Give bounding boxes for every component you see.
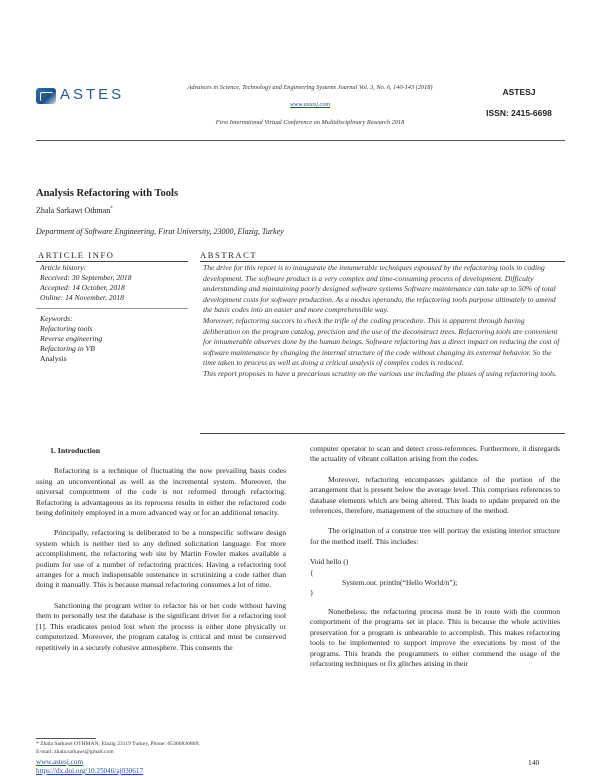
abstract-paragraph: This report proposes to have a precarious scrutiny on the various use including the pluses of using refactoring tools.: [203, 368, 557, 378]
author-footnote-mark: *: [110, 206, 113, 212]
body-paragraph: Sanctioning the program writer to refactor his or her code without having them to personally test the database is the significant driver for a refactoring tool [1]. This eradicates period lost when the process is either done physically or computerized. Moreover, the program catalog is critical and must be conserved repetitively in a securely cohesive atmosphere. This consents the: [36, 600, 286, 652]
body-paragraph: Refactoring is a technique of fluctuating the now prevailing basis codes using an unconventional as well as the incremental system. Moreover, the universal comportment of the code is not reformed through refactoring. Refactoring is advantageous as its reprocess results in either the refactored code being definitely employed in a more advanced way or for an additional tenacity.: [36, 466, 286, 518]
abstract-body: [203, 263, 563, 380]
footnote-rule: [36, 738, 96, 739]
info-separator: [36, 308, 188, 309]
footnote-email: E-mail: zhala.sarkawt@gmail.com: [36, 748, 114, 755]
abstract-rule: [200, 261, 565, 262]
page-footer: [36, 758, 143, 776]
abstract-heading: ABSTRACT: [200, 250, 258, 260]
conference-line: First International Virtual Conference on Multidisciplinary Research 2018: [215, 119, 405, 126]
body-paragraph: Principally, refactoring is deliberated to be a nonspecific software design system which is neither tied to any defined solicitation language. For more accomplishment, the refactoring web site by Martin Fowler makes available a podium for use of a number of refactoring practices. Having a refactoring tool arranges for a much indispensable sustenance in scrutinizing a code rather than doing it manually. This is because manual refactoring consumes a lot of time.: [36, 528, 286, 590]
header-divider: [36, 140, 565, 141]
article-info-heading: ARTICLE INFO: [38, 250, 115, 260]
abstract-bottom-rule: [200, 433, 565, 434]
keyword-item: Reverse engineering: [40, 334, 103, 343]
history-label: Article history:: [40, 263, 87, 272]
journal-line: Advances in Science, Technology and Engineering Systems Journal Vol. 3, No. 6, 140-143 (2018): [187, 84, 433, 91]
article-history: [40, 263, 190, 303]
code-line: }: [310, 588, 314, 598]
code-line: Void hello (): [310, 557, 349, 567]
body-left-column: [36, 444, 286, 663]
astes-logo-mark: [36, 88, 56, 104]
astes-logo: [36, 84, 134, 108]
paper-author: [36, 206, 113, 215]
online-date: Online: 14 November, 2018: [40, 293, 124, 302]
body-paragraph: Moreover, refactoring encompasses guidance of the portion of the arrangement that is present below the average level. This comprises references to database elements which are being altered. This leads to update prepared on the references, therefore, management of the structure of the method.: [310, 474, 560, 516]
author-name: Zhala Sarkawt Othman: [36, 206, 111, 215]
body-paragraph: The origination of a construe tree will portray the existing interior structure for the method itself. This includes:: [310, 526, 560, 546]
abstract-paragraph: Moreover, refactoring succors to check the trifle of the coding procedure. This is apparent through having deliberation on the program catalog, precision and the use of the deconstruct trees. Refactoring tools are convenient for innumerable observes done by the human beings. Software refactoring has a direct impact on reducing the cost of software maintenance by changing the internal structure of the code without changing its external behavior. So the time taken to process as well as doing a critical analysis of complex codes is reduced.: [203, 315, 560, 368]
code-snippet: [310, 557, 560, 599]
article-info-rule: [36, 261, 188, 262]
footnote-contact: * Zhala Sarkawt OTHMAN, Elazig 23119 Turkey, Phone: 05366836869;: [36, 741, 200, 747]
keyword-item: Refactoring in VB: [40, 344, 95, 353]
astes-logo-text: ASTES: [60, 86, 125, 103]
received-date: Received: 30 September, 2018: [40, 273, 132, 282]
accepted-date: Accepted: 14 October, 2018: [40, 283, 125, 292]
keyword-item: Refactoring tools: [40, 324, 93, 333]
footer-doi-link[interactable]: https://dx.doi.org/10.25046/aj030617: [36, 767, 144, 775]
body-right-column: [310, 444, 560, 679]
paper-title: Analysis Refactoring with Tools: [36, 188, 179, 199]
keywords-label: Keywords:: [40, 314, 73, 323]
code-line: {: [310, 567, 314, 577]
body-paragraph: computer operator to scan and detect cross-references. Furthermore, it disregards the actuality of vibrant collation arising from the codes.: [310, 444, 560, 464]
journal-issn: ISSN: 2415-6698: [486, 108, 552, 118]
abstract-paragraph: The drive for this report is to inaugurate the innumerable techniques espoused by the refactoring tools in coding development. The software product is a very complex and time-consuming process of development. Difficulty understanding and maintaining poorly designed software systems Software maintenance can take up to 50% of total development costs for software production. As a modus operando, the refactoring tools purpose ultimately to amend the basis codes into an easier and more comprehensible way.: [203, 263, 556, 315]
code-line: System.out. println(“Hello World/n”);: [342, 578, 458, 588]
journal-url-link[interactable]: www.astesj.com: [289, 101, 331, 108]
author-footnote: [36, 741, 296, 756]
keywords-block: [40, 314, 190, 364]
journal-brand: ASTESJ: [502, 87, 536, 97]
paper-affiliation: Department of Software Engineering, Firat University, 23000, Elazig, Turkey: [36, 227, 284, 236]
page-number: 140: [528, 758, 540, 767]
footer-url-link[interactable]: www.astesj.com: [36, 758, 84, 766]
body-paragraph: Nonetheless, the refactoring process must be in route with the common comportment of the programs set in place. This is because the whole activities preservation for a program is unbearable to accomplish. This makes refactoring tools to be implemented to support improve the executions by most of the programs. This brands the programmers to either commend the usage of the refactoring techniques or fix glitches arising in their: [310, 606, 560, 668]
section-heading: 1. Introduction: [50, 446, 101, 455]
keyword-item: Analysis: [40, 354, 67, 363]
